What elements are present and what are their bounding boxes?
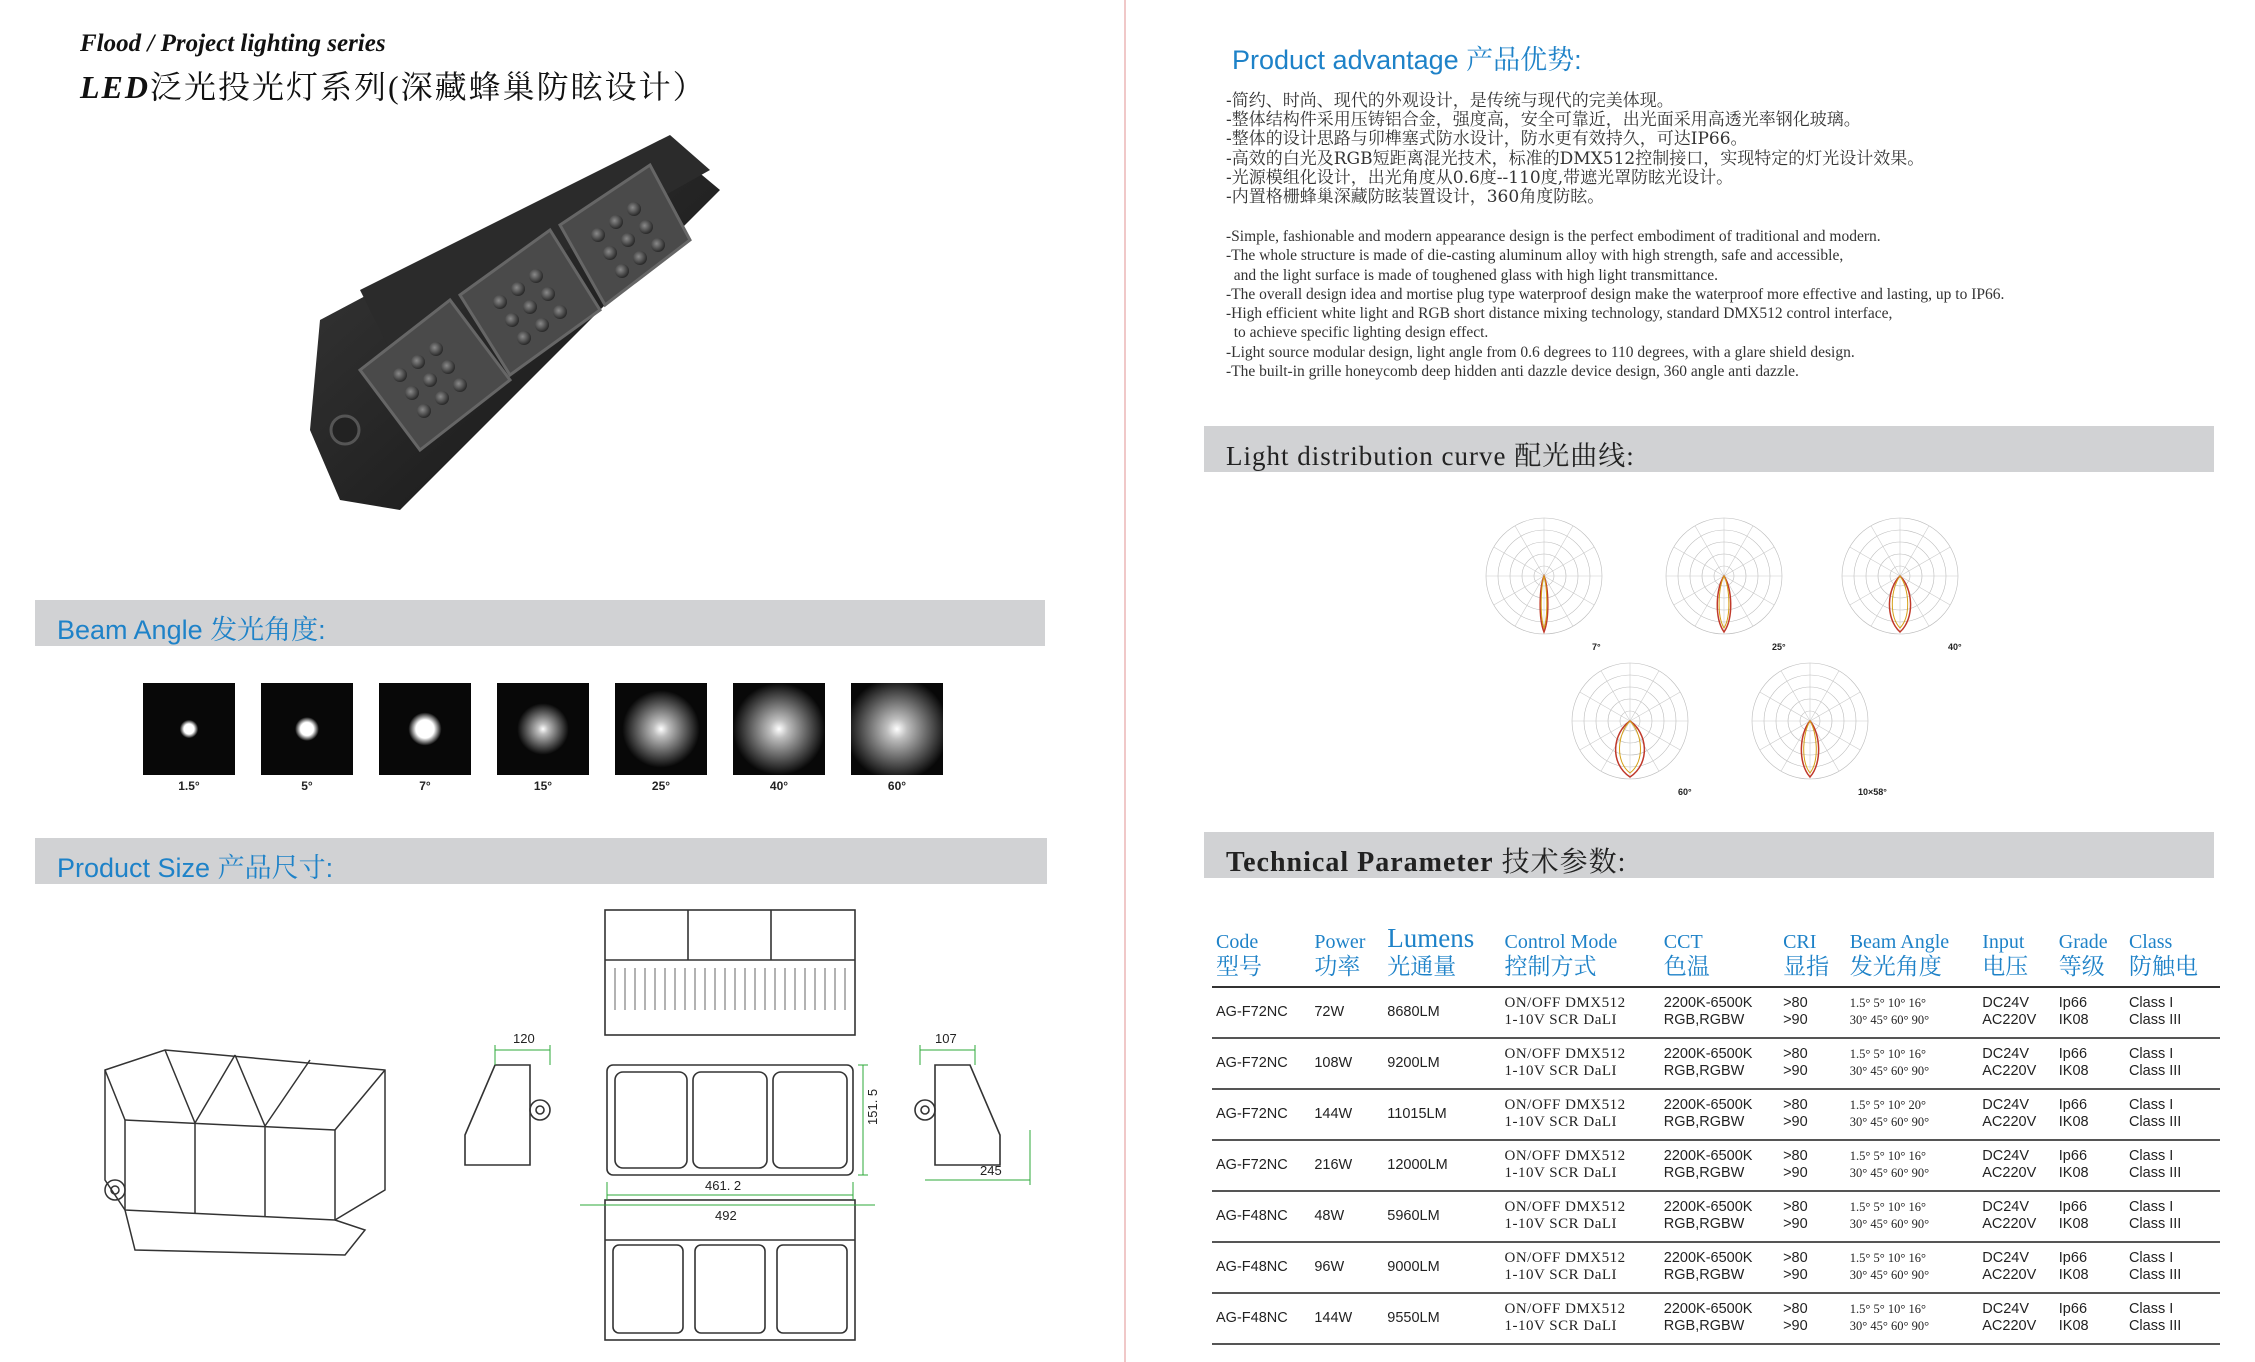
advantage-en-line: -The built-in grille honeycomb deep hidden anti dazzle device design, 360 angle anti dazzle. xyxy=(1226,363,1799,381)
left-page xyxy=(0,0,1125,1362)
light-distribution-heading: Light distribution curve 配光曲线: xyxy=(1226,441,1635,471)
table-header-cell: CRI 显指 xyxy=(1779,922,1846,987)
isometric-drawing xyxy=(95,1030,415,1280)
table-cell: ON/OFF DMX512 1-10V SCR DaLI xyxy=(1500,1140,1659,1191)
beam-sample-tile xyxy=(615,683,707,775)
right-page xyxy=(1132,0,2255,1362)
beam-light-spot xyxy=(733,683,825,775)
table-header-cell: Grade 等级 xyxy=(2055,922,2125,987)
technical-heading-cn: 技术参数: xyxy=(1493,847,1627,878)
table-cell: >80 >90 xyxy=(1779,1242,1846,1293)
beam-sample-tile xyxy=(379,683,471,775)
table-cell: DC24V AC220V xyxy=(1978,1038,2055,1089)
table-cell: 72W xyxy=(1310,987,1383,1038)
advantages-english xyxy=(1226,227,2004,381)
beam-sample-tile xyxy=(497,683,589,775)
advantage-en-line: -Light source modular design, light angle from 0.6 degrees to 110 degrees, with a glare shield design. xyxy=(1226,343,1855,361)
table-cell: 1.5° 5° 10° 16° 30° 45° 60° 90° xyxy=(1846,1140,1979,1191)
technical-parameter-band xyxy=(1204,832,2214,878)
table-cell: Class I Class III xyxy=(2125,1038,2220,1089)
advantage-cn-line: -高效的白光及RGB短距离混光技术，标准的DMX512控制接口，实现特定的灯光设计效果。 xyxy=(1226,148,1925,169)
beam-light-spot xyxy=(408,712,441,745)
table-cell: Class I Class III xyxy=(2125,1242,2220,1293)
table-header-cell: Control Mode 控制方式 xyxy=(1500,922,1659,987)
product-photo xyxy=(300,130,760,530)
table-cell: 2200K-6500K RGB,RGBW xyxy=(1660,1089,1779,1140)
table-cell: 108W xyxy=(1310,1038,1383,1089)
table-cell: >80 >90 xyxy=(1779,1293,1846,1344)
beam-angle-label: 1.5° xyxy=(178,779,200,793)
table-cell: DC24V AC220V xyxy=(1978,1089,2055,1140)
beam-light-spot xyxy=(517,703,569,755)
table-cell: >80 >90 xyxy=(1779,1038,1846,1089)
table-cell: 9000LM xyxy=(1383,1242,1500,1293)
table-cell: 9550LM xyxy=(1383,1293,1500,1344)
table-cell: 1.5° 5° 10° 20° 30° 45° 60° 90° xyxy=(1846,1089,1979,1140)
product-advantage-heading: Product advantage 产品优势: xyxy=(1232,45,1582,75)
table-cell: 1.5° 5° 10° 16° 30° 45° 60° 90° xyxy=(1846,987,1979,1038)
table-cell: 144W xyxy=(1310,1293,1383,1344)
table-row xyxy=(1212,987,2220,1038)
table-header-cell: Class 防触电 xyxy=(2125,922,2220,987)
advantage-cn-line: -内置格栅蜂巢深藏防眩装置设计，360角度防眩。 xyxy=(1226,187,1605,208)
table-row xyxy=(1212,1293,2220,1344)
series-title: Flood / Project lighting series xyxy=(80,30,386,57)
table-cell: 1.5° 5° 10° 16° 30° 45° 60° 90° xyxy=(1846,1293,1979,1344)
table-header-cell: Input 电压 xyxy=(1978,922,2055,987)
table-cell: ON/OFF DMX512 1-10V SCR DaLI xyxy=(1500,1089,1659,1140)
curve-angle-label: 10×58° xyxy=(1858,787,1887,797)
product-size-heading: Product Size 产品尺寸: xyxy=(57,853,334,883)
table-cell: AG-F48NC xyxy=(1212,1293,1310,1344)
table-header-row xyxy=(1212,922,2220,987)
table-cell: Ip66 IK08 xyxy=(2055,1089,2125,1140)
table-cell: ON/OFF DMX512 1-10V SCR DaLI xyxy=(1500,987,1659,1038)
dim-107: 107 xyxy=(935,1031,957,1046)
beam-angle-label: 40° xyxy=(769,779,789,793)
table-cell: AG-F48NC xyxy=(1212,1242,1310,1293)
table-cell: Ip66 IK08 xyxy=(2055,1191,2125,1242)
table-header-cell: Code 型号 xyxy=(1212,922,1310,987)
table-cell: Ip66 IK08 xyxy=(2055,987,2125,1038)
table-cell: 96W xyxy=(1310,1242,1383,1293)
table-cell: DC24V AC220V xyxy=(1978,1293,2055,1344)
table-header-cell: CCT 色温 xyxy=(1660,922,1779,987)
table-cell: Class I Class III xyxy=(2125,1293,2220,1344)
table-cell: DC24V AC220V xyxy=(1978,1140,2055,1191)
table-cell: >80 >90 xyxy=(1779,987,1846,1038)
table-cell: Ip66 IK08 xyxy=(2055,1293,2125,1344)
table-header-cell: Lumens 光通量 xyxy=(1383,922,1500,987)
table-cell: 2200K-6500K RGB,RGBW xyxy=(1660,1140,1779,1191)
table-cell: 5960LM xyxy=(1383,1191,1500,1242)
table-cell: AG-F48NC xyxy=(1212,1191,1310,1242)
table-header-cell: Power 功率 xyxy=(1310,922,1383,987)
curve-angle-label: 40° xyxy=(1948,642,1962,652)
curve-angle-label: 7° xyxy=(1592,642,1601,652)
polar-distribution-chart xyxy=(1560,653,1700,793)
beam-angle-label: 60° xyxy=(887,779,907,793)
polar-distribution-chart xyxy=(1830,508,1970,648)
table-row xyxy=(1212,1140,2220,1191)
dim-120: 120 xyxy=(513,1031,535,1046)
table-cell: 216W xyxy=(1310,1140,1383,1191)
dim-492: 492 xyxy=(715,1208,737,1223)
table-cell: >80 >90 xyxy=(1779,1089,1846,1140)
series-subtitle-rest: 泛光投光灯系列(深藏蜂巢防眩设计） xyxy=(150,69,707,105)
curve-angle-label: 60° xyxy=(1678,787,1692,797)
advantage-cn-line: -光源模组化设计，出光角度从0.6度--110度,带遮光罩防眩光设计。 xyxy=(1226,167,1734,188)
table-cell: ON/OFF DMX512 1-10V SCR DaLI xyxy=(1500,1191,1659,1242)
beam-light-spot xyxy=(180,720,198,738)
beam-light-spot xyxy=(295,717,319,741)
series-subtitle xyxy=(80,62,707,108)
beam-angle-label: 5° xyxy=(301,779,313,793)
table-cell: 8680LM xyxy=(1383,987,1500,1038)
light-distribution-band xyxy=(1204,426,2214,472)
table-cell: 48W xyxy=(1310,1191,1383,1242)
dim-151: 151. 5 xyxy=(865,1088,880,1125)
table-row xyxy=(1212,1038,2220,1089)
table-cell: Class I Class III xyxy=(2125,1140,2220,1191)
advantage-en-line: -The overall design idea and mortise plug type waterproof design make the waterproof more effective and lasting, up to IP66. xyxy=(1226,285,2005,303)
beam-sample-tile xyxy=(143,683,235,775)
advantage-en-line: and the light surface is made of toughened glass with high light transmittance. xyxy=(1226,266,1719,284)
dimension-drawing xyxy=(455,900,1055,1360)
advantage-cn-line: -简约、时尚、现代的外观设计，是传统与现代的完美体现。 xyxy=(1226,91,1674,111)
beam-sample-tile xyxy=(733,683,825,775)
polar-distribution-chart xyxy=(1654,508,1794,648)
advantages-chinese xyxy=(1226,92,1924,207)
beam-angle-heading: Beam Angle 发光角度: xyxy=(57,615,326,645)
table-header-cell: Beam Angle 发光角度 xyxy=(1846,922,1979,987)
table-cell: DC24V AC220V xyxy=(1978,1242,2055,1293)
table-cell: 2200K-6500K RGB,RGBW xyxy=(1660,1038,1779,1089)
technical-heading-en: Technical Parameter xyxy=(1226,847,1494,878)
table-cell: 11015LM xyxy=(1383,1089,1500,1140)
table-row xyxy=(1212,1089,2220,1140)
table-cell: 2200K-6500K RGB,RGBW xyxy=(1660,1191,1779,1242)
beam-angle-label: 7° xyxy=(419,779,431,793)
advantage-en-line: -High efficient white light and RGB short distance mixing technology, standard DMX512 control interface, xyxy=(1226,305,1893,323)
table-cell: Ip66 IK08 xyxy=(2055,1242,2125,1293)
table-cell: 1.5° 5° 10° 16° 30° 45° 60° 90° xyxy=(1846,1242,1979,1293)
table-cell: ON/OFF DMX512 1-10V SCR DaLI xyxy=(1500,1293,1659,1344)
table-cell: AG-F72NC xyxy=(1212,1089,1310,1140)
beam-angle-label: 25° xyxy=(651,779,671,793)
curve-angle-label: 25° xyxy=(1772,642,1786,652)
advantage-cn-line: -整体结构件采用压铸铝合金，强度高，安全可靠近，出光面采用高透光率钢化玻璃。 xyxy=(1226,110,1861,131)
table-cell: 1.5° 5° 10° 16° 30° 45° 60° 90° xyxy=(1846,1191,1979,1242)
beam-angle-band xyxy=(35,600,1045,646)
table-cell: >80 >90 xyxy=(1779,1140,1846,1191)
polar-distribution-chart xyxy=(1740,653,1880,793)
technical-parameter-heading xyxy=(1226,840,1626,880)
dim-461: 461. 2 xyxy=(705,1178,742,1193)
beam-sample-tile xyxy=(261,683,353,775)
beam-angle-samples xyxy=(143,683,943,793)
table-cell: Class I Class III xyxy=(2125,987,2220,1038)
table-cell: DC24V AC220V xyxy=(1978,1191,2055,1242)
table-cell: 2200K-6500K RGB,RGBW xyxy=(1660,987,1779,1038)
table-cell: 144W xyxy=(1310,1089,1383,1140)
advantage-en-line: -Simple, fashionable and modern appearance design is the perfect embodiment of traditional and modern. xyxy=(1226,228,1881,245)
table-cell: Ip66 IK08 xyxy=(2055,1140,2125,1191)
series-subtitle-led: LED xyxy=(80,69,150,105)
table-row xyxy=(1212,1242,2220,1293)
product-size-band xyxy=(35,838,1047,884)
beam-light-spot xyxy=(622,690,699,767)
beam-sample-tile xyxy=(851,683,943,775)
technical-parameter-table xyxy=(1212,922,2220,1345)
beam-angle-label: 15° xyxy=(533,779,553,793)
advantage-en-line: -The whole structure is made of die-casting aluminum alloy with high strength, safe and accessible, xyxy=(1226,247,1844,265)
table-cell: AG-F72NC xyxy=(1212,987,1310,1038)
advantage-cn-line: -整体的设计思路与卯榫塞式防水设计，防水更有效持久，可达IP66。 xyxy=(1226,129,1748,150)
table-cell: Class I Class III xyxy=(2125,1089,2220,1140)
table-cell: Ip66 IK08 xyxy=(2055,1038,2125,1089)
beam-light-spot xyxy=(851,683,943,775)
table-cell: 1.5° 5° 10° 16° 30° 45° 60° 90° xyxy=(1846,1038,1979,1089)
table-cell: AG-F72NC xyxy=(1212,1038,1310,1089)
table-cell: 9200LM xyxy=(1383,1038,1500,1089)
dim-245: 245 xyxy=(980,1163,1002,1178)
table-row xyxy=(1212,1191,2220,1242)
table-cell: >80 >90 xyxy=(1779,1191,1846,1242)
table-cell: AG-F72NC xyxy=(1212,1140,1310,1191)
advantage-en-line: to achieve specific lighting design effect. xyxy=(1226,324,1489,342)
table-cell: ON/OFF DMX512 1-10V SCR DaLI xyxy=(1500,1038,1659,1089)
table-cell: Class I Class III xyxy=(2125,1191,2220,1242)
table-cell: DC24V AC220V xyxy=(1978,987,2055,1038)
table-cell: 2200K-6500K RGB,RGBW xyxy=(1660,1242,1779,1293)
table-cell: 12000LM xyxy=(1383,1140,1500,1191)
table-cell: 2200K-6500K RGB,RGBW xyxy=(1660,1293,1779,1344)
table-cell: ON/OFF DMX512 1-10V SCR DaLI xyxy=(1500,1242,1659,1293)
polar-distribution-chart xyxy=(1474,508,1614,648)
